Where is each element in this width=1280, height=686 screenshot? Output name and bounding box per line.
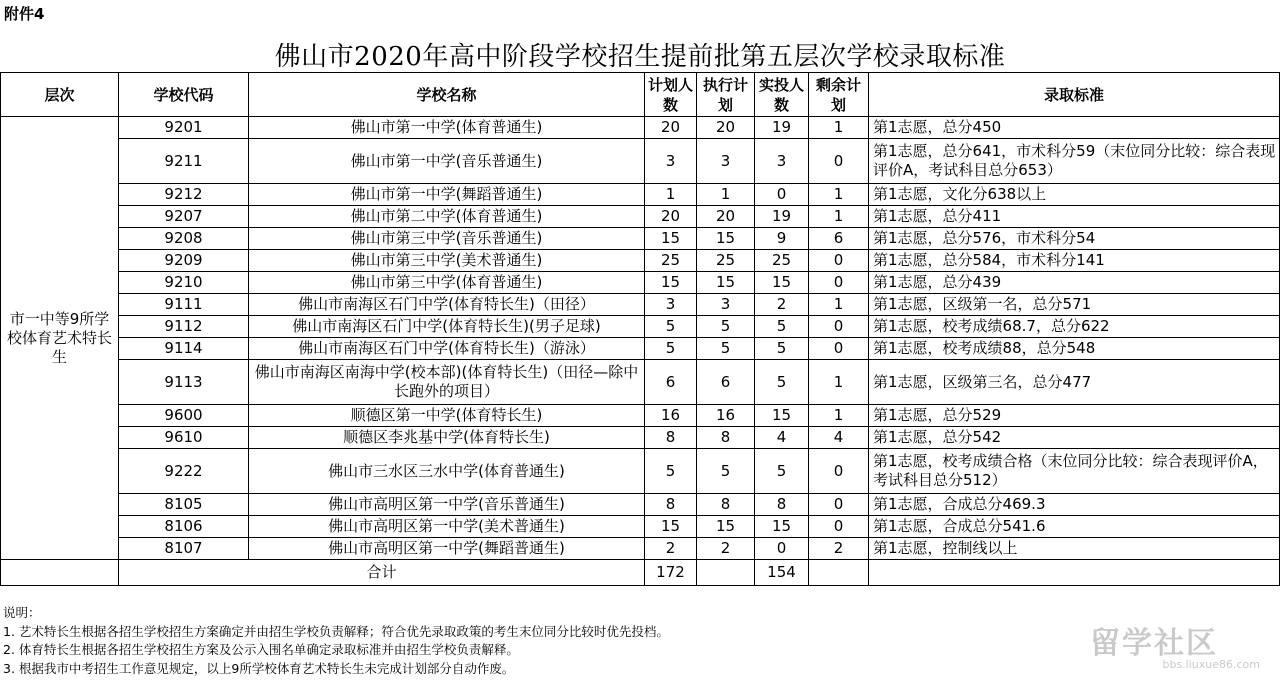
school-name-cell: 佛山市第三中学(体育普通生) [249,272,645,294]
table-row [1,206,1280,228]
table-row [1,294,1280,316]
actual-cell: 5 [755,316,809,338]
school-code-cell: 9600 [119,405,249,427]
school-code-cell: 9222 [119,449,249,494]
table-row [1,360,1280,405]
school-name-cell: 顺德区第一中学(体育特长生) [249,405,645,427]
actual-cell: 5 [755,338,809,360]
header-remain: 剩余计划 [809,73,869,117]
remain-cell: 0 [809,449,869,494]
school-name-cell: 佛山市三水区三水中学(体育普通生) [249,449,645,494]
school-name-cell: 佛山市第二中学(体育普通生) [249,206,645,228]
school-code-cell: 9212 [119,184,249,206]
school-code-cell: 9112 [119,316,249,338]
actual-cell: 19 [755,117,809,139]
remain-cell: 1 [809,405,869,427]
school-code-cell: 9111 [119,294,249,316]
table-row [1,139,1280,184]
remain-cell: 1 [809,206,869,228]
actual-cell: 8 [755,494,809,516]
plan-cell: 8 [645,494,697,516]
table-row [1,427,1280,449]
remain-cell: 2 [809,538,869,560]
standard-cell: 第1志愿，合成总分469.3 [869,494,1280,516]
total-exec-cell [697,560,755,586]
standard-cell: 第1志愿，合成总分541.6 [869,516,1280,538]
actual-cell: 4 [755,427,809,449]
school-name-cell: 佛山市南海区石门中学(体育特长生)(男子足球) [249,316,645,338]
plan-cell: 3 [645,294,697,316]
school-name-cell: 佛山市第一中学(体育普通生) [249,117,645,139]
exec-cell: 2 [697,538,755,560]
remain-cell: 6 [809,228,869,250]
table-row [1,250,1280,272]
standard-cell: 第1志愿，总分641，市术科分59（末位同分比较：综合表现评价A，考试科目总分653） [869,139,1280,184]
school-name-cell: 顺德区李兆基中学(体育特长生) [249,427,645,449]
table-row [1,316,1280,338]
plan-cell: 1 [645,184,697,206]
actual-cell: 9 [755,228,809,250]
school-name-cell: 佛山市高明区第一中学(舞蹈普通生) [249,538,645,560]
header-code: 学校代码 [119,73,249,117]
remain-cell: 4 [809,427,869,449]
exec-cell: 8 [697,494,755,516]
plan-cell: 20 [645,206,697,228]
table-row [1,272,1280,294]
actual-cell: 19 [755,206,809,228]
actual-cell: 0 [755,538,809,560]
actual-cell: 5 [755,360,809,405]
exec-cell: 3 [697,139,755,184]
school-code-cell: 8105 [119,494,249,516]
plan-cell: 5 [645,449,697,494]
remain-cell: 0 [809,338,869,360]
actual-cell: 25 [755,250,809,272]
school-name-cell: 佛山市南海区石门中学(体育特长生)（田径） [249,294,645,316]
actual-cell: 15 [755,272,809,294]
remain-cell: 1 [809,117,869,139]
actual-cell: 2 [755,294,809,316]
table-row [1,184,1280,206]
actual-cell: 5 [755,449,809,494]
actual-cell: 0 [755,184,809,206]
page-title: 佛山市2020年高中阶段学校招生提前批第五层次学校录取标准 [274,42,1006,72]
exec-cell: 20 [697,206,755,228]
table-row [1,516,1280,538]
school-code-cell: 9207 [119,206,249,228]
admission-table [0,72,1280,586]
school-code-cell: 8107 [119,538,249,560]
header-plan: 计划人数 [645,73,697,117]
remain-cell: 0 [809,316,869,338]
plan-cell: 15 [645,516,697,538]
remain-cell: 0 [809,139,869,184]
standard-cell: 第1志愿，总分542 [869,427,1280,449]
plan-cell: 16 [645,405,697,427]
school-code-cell: 9209 [119,250,249,272]
exec-cell: 5 [697,338,755,360]
total-row [1,560,1280,586]
exec-cell: 15 [697,516,755,538]
total-blank-cell [1,560,119,586]
total-remain-cell [809,560,869,586]
header-standard: 录取标准 [869,73,1280,117]
actual-cell: 15 [755,405,809,427]
school-code-cell: 9610 [119,427,249,449]
header-exec: 执行计划 [697,73,755,117]
table-row [1,338,1280,360]
notes-heading: 说明： [3,605,41,620]
standard-cell: 第1志愿，校考成绩合格（末位同分比较：综合表现评价A，考试科目总分512） [869,449,1280,494]
school-name-cell: 佛山市高明区第一中学(音乐普通生) [249,494,645,516]
school-name-cell: 佛山市第三中学(美术普通生) [249,250,645,272]
exec-cell: 6 [697,360,755,405]
school-name-cell: 佛山市第三中学(音乐普通生) [249,228,645,250]
note-2: 2. 体育特长生根据各招生学校招生方案及公示入围名单确定录取标准并由招生学校负责解释。 [3,642,519,657]
school-name-cell: 佛山市高明区第一中学(美术普通生) [249,516,645,538]
exec-cell: 3 [697,294,755,316]
remain-cell: 0 [809,272,869,294]
exec-cell: 15 [697,228,755,250]
plan-cell: 5 [645,338,697,360]
watermark-url: bbs.liuxue86.com [1162,658,1260,671]
notes [3,604,669,678]
remain-cell: 0 [809,250,869,272]
standard-cell: 第1志愿，总分450 [869,117,1280,139]
school-code-cell: 8106 [119,516,249,538]
standard-cell: 第1志愿，校考成绩88，总分548 [869,338,1280,360]
plan-cell: 15 [645,228,697,250]
standard-cell: 第1志愿，总分529 [869,405,1280,427]
standard-cell: 第1志愿，区级第三名，总分477 [869,360,1280,405]
standard-cell: 第1志愿，文化分638以上 [869,184,1280,206]
table-row [1,405,1280,427]
header-row [1,73,1280,117]
standard-cell: 第1志愿，总分411 [869,206,1280,228]
watermark-logo: 留学社区 [1090,626,1218,661]
school-code-cell: 9210 [119,272,249,294]
note-3: 3. 根据我市中考招生工作意见规定，以上9所学校体育艺术特长生未完成计划部分自动作废。 [3,660,515,676]
level-cell: 市一中等9所学校体育艺术特长生 [1,117,119,560]
exec-cell: 5 [697,449,755,494]
standard-cell: 第1志愿，控制线以上 [869,538,1280,560]
plan-cell: 2 [645,538,697,560]
exec-cell: 20 [697,117,755,139]
plan-cell: 20 [645,117,697,139]
exec-cell: 1 [697,184,755,206]
header-level: 层次 [1,73,119,117]
actual-cell: 15 [755,516,809,538]
school-code-cell: 9113 [119,360,249,405]
exec-cell: 8 [697,427,755,449]
total-label-cell: 合计 [119,560,645,586]
table-row [1,494,1280,516]
remain-cell: 1 [809,360,869,405]
school-name-cell: 佛山市第一中学(舞蹈普通生) [249,184,645,206]
school-code-cell: 9211 [119,139,249,184]
standard-cell: 第1志愿，总分439 [869,272,1280,294]
school-name-cell: 佛山市南海区南海中学(校本部)(体育特长生)（田径—除中长跑外的项目） [249,360,645,405]
plan-cell: 15 [645,272,697,294]
note-1: 1. 艺术特长生根据各招生学校招生方案确定并由招生学校负责解释；符合优先录取政策的考生末位同分比较时优先投档。 [3,623,669,639]
school-code-cell: 9208 [119,228,249,250]
school-name-cell: 佛山市第一中学(音乐普通生) [249,139,645,184]
exec-cell: 16 [697,405,755,427]
standard-cell: 第1志愿，总分576，市术科分54 [869,228,1280,250]
table-row [1,228,1280,250]
exec-cell: 15 [697,272,755,294]
standard-cell: 第1志愿，区级第一名，总分571 [869,294,1280,316]
header-actual: 实投人数 [755,73,809,117]
remain-cell: 0 [809,494,869,516]
attachment-label: 附件4 [4,5,45,23]
standard-cell: 第1志愿，总分584，市术科分141 [869,250,1280,272]
table-row [1,538,1280,560]
remain-cell: 1 [809,184,869,206]
school-code-cell: 9114 [119,338,249,360]
exec-cell: 5 [697,316,755,338]
table-row [1,117,1280,139]
remain-cell: 1 [809,294,869,316]
standard-cell: 第1志愿，校考成绩68.7，总分622 [869,316,1280,338]
table-row [1,449,1280,494]
school-name-cell: 佛山市南海区石门中学(体育特长生)（游泳） [249,338,645,360]
plan-cell: 3 [645,139,697,184]
total-plan-cell: 172 [645,560,697,586]
watermark [1090,618,1260,678]
school-code-cell: 9201 [119,117,249,139]
exec-cell: 25 [697,250,755,272]
total-standard-cell [869,560,1280,586]
plan-cell: 25 [645,250,697,272]
plan-cell: 8 [645,427,697,449]
header-name: 学校名称 [249,73,645,117]
plan-cell: 5 [645,316,697,338]
remain-cell: 0 [809,516,869,538]
total-actual-cell: 154 [755,560,809,586]
plan-cell: 6 [645,360,697,405]
actual-cell: 3 [755,139,809,184]
